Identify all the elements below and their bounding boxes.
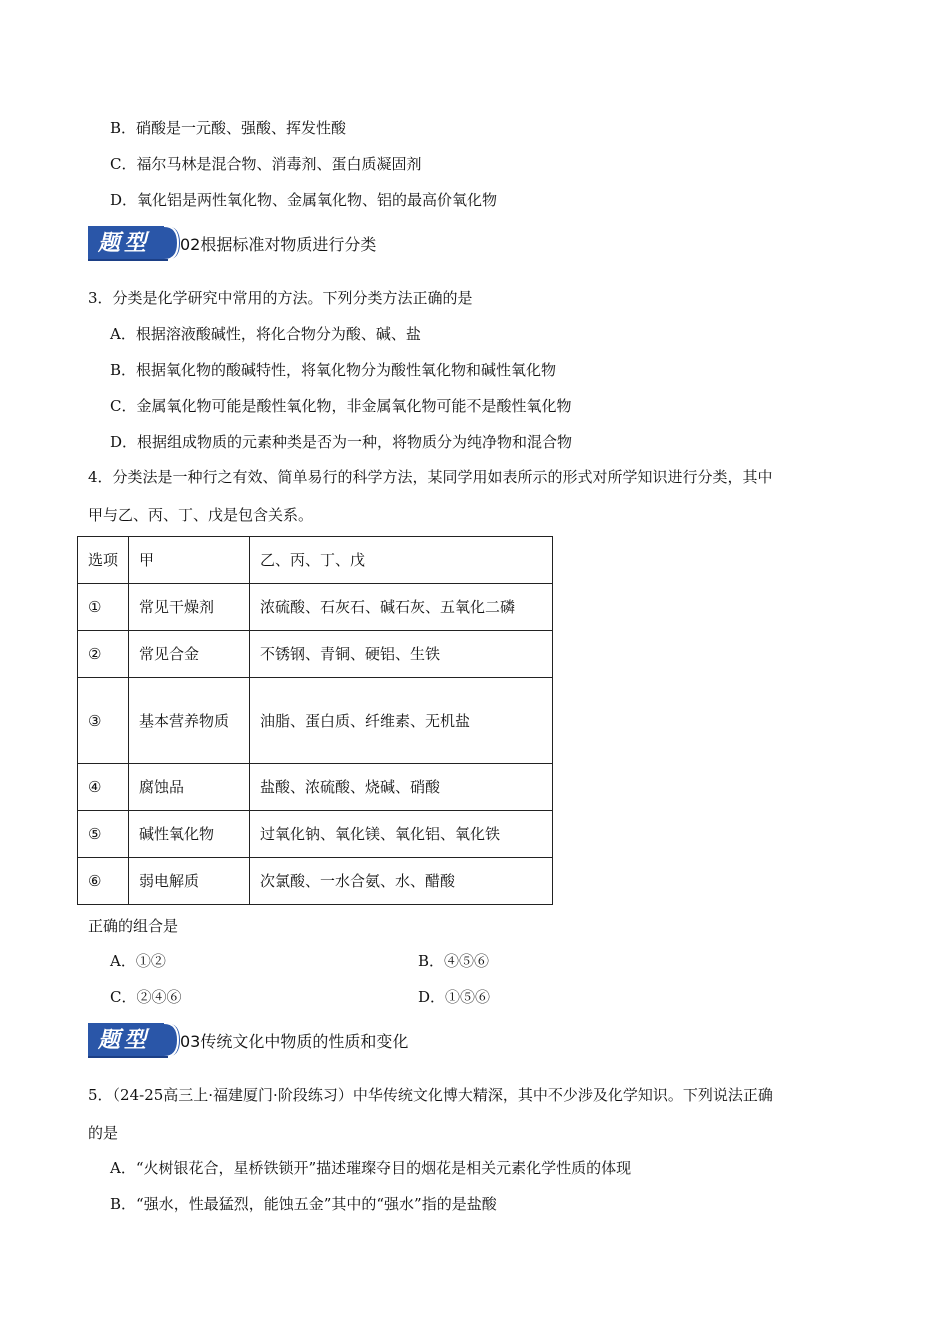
table-cell: 碱性氧化物 <box>129 811 250 858</box>
table-cell-text: 基本营养物质 <box>139 711 230 730</box>
table-cell: 常见合金 <box>129 631 250 678</box>
table-cell: 不锈钢、青铜、硬铝、生铁 <box>250 631 553 678</box>
table-header-cell: 甲 <box>129 537 250 584</box>
badge-label: 题型 <box>98 230 151 256</box>
section-title-03 <box>180 1029 408 1052</box>
table-cell: ② <box>78 631 129 678</box>
table-cell: 腐蚀品 <box>129 764 250 811</box>
q4-option-b: B．④⑤⑥ <box>418 952 490 970</box>
badge-label: 题型 <box>98 1027 151 1053</box>
section-number: 02 <box>180 234 201 254</box>
table-cell: ⑤ <box>78 811 129 858</box>
q4-stem-line2: 甲与乙、丙、丁、戊是包含关系。 <box>88 506 314 524</box>
section-title-text: 根据标准对物质进行分类 <box>200 234 377 254</box>
table-cell: ① <box>78 584 129 631</box>
classification-table <box>77 536 553 905</box>
table-row <box>78 678 553 764</box>
table-header-row <box>78 537 553 584</box>
option-c-top: C．福尔马林是混合物、消毒剂、蛋白质凝固剂 <box>110 155 422 173</box>
section-badge <box>88 1021 180 1059</box>
table-row <box>78 584 553 631</box>
option-b-top: B．硝酸是一元酸、强酸、挥发性酸 <box>110 119 347 137</box>
q3-option-a: A．根据溶液酸碱性，将化合物分为酸、碱、盐 <box>110 325 421 343</box>
q5-option-b: B．“强水，性最猛烈，能蚀五金”其中的“强水”指的是盐酸 <box>110 1195 497 1213</box>
section-badge <box>88 224 180 262</box>
table-cell <box>129 678 250 764</box>
q4-option-d: D．①⑤⑥ <box>418 988 491 1006</box>
table-row <box>78 764 553 811</box>
table-cell: ④ <box>78 764 129 811</box>
q3-option-b: B．根据氧化物的酸碱特性，将氧化物分为酸性氧化物和碱性氧化物 <box>110 361 557 379</box>
q3-option-c: C．金属氧化物可能是酸性氧化物，非金属氧化物可能不是酸性氧化物 <box>110 397 572 415</box>
section-title-02 <box>180 232 376 255</box>
q4-prompt: 正确的组合是 <box>88 917 179 935</box>
q5-option-a: A．“火树银花合，星桥铁锁开”描述璀璨夺目的烟花是相关元素化学性质的体现 <box>110 1159 632 1177</box>
table-row <box>78 631 553 678</box>
section-number: 03 <box>180 1031 201 1051</box>
q5-stem-line2: 的是 <box>88 1124 119 1142</box>
table-cell: 油脂、蛋白质、纤维素、无机盐 <box>250 678 553 764</box>
table-row <box>78 858 553 905</box>
table-cell: 盐酸、浓硫酸、烧碱、硝酸 <box>250 764 553 811</box>
q5-stem-line1: 5．（24-25高三上·福建厦门·阶段练习）中华传统文化博大精深，其中不少涉及化学知识。下列说法正确 <box>88 1086 773 1104</box>
table-header-cell: 乙、丙、丁、戊 <box>250 537 553 584</box>
table-cell: 过氧化钠、氧化镁、氧化铝、氧化铁 <box>250 811 553 858</box>
table-cell: 次氯酸、一水合氨、水、醋酸 <box>250 858 553 905</box>
option-d-top: D．氧化铝是两性氧化物、金属氧化物、铝的最高价氧化物 <box>110 191 498 209</box>
q3-option-d: D．根据组成物质的元素种类是否为一种，将物质分为纯净物和混合物 <box>110 433 573 451</box>
q3-stem: 3．分类是化学研究中常用的方法。下列分类方法正确的是 <box>88 289 473 307</box>
table-cell: ⑥ <box>78 858 129 905</box>
table-cell: 常见干燥剂 <box>129 584 250 631</box>
table-row <box>78 811 553 858</box>
q4-option-a: A．①② <box>110 952 166 970</box>
table-cell: 浓硫酸、石灰石、碱石灰、五氧化二磷 <box>250 584 553 631</box>
table-cell: ③ <box>78 678 129 764</box>
section-title-text: 传统文化中物质的性质和变化 <box>200 1031 409 1051</box>
section-banner-03 <box>88 1021 408 1059</box>
q4-option-c: C．②④⑥ <box>110 988 182 1006</box>
q4-stem-line1: 4．分类法是一种行之有效、简单易行的科学方法，某同学用如表所示的形式对所学知识进行分类，其中 <box>88 468 773 486</box>
table-header-cell: 选项 <box>78 537 129 584</box>
table-cell: 弱电解质 <box>129 858 250 905</box>
section-banner-02 <box>88 224 376 262</box>
